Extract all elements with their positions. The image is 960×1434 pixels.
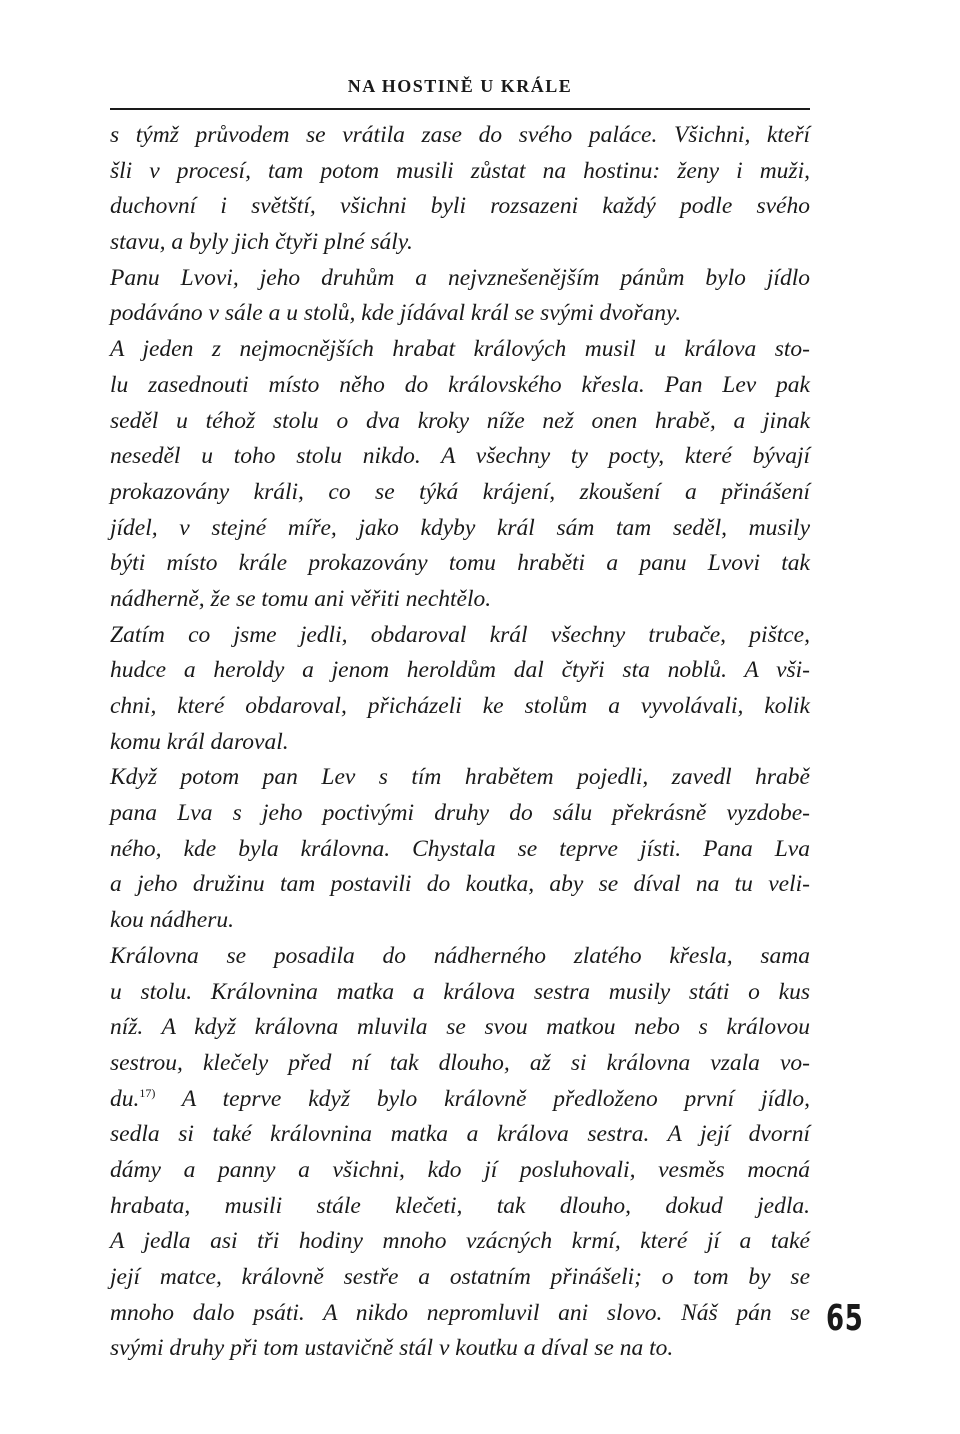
text-line: sedla si také královnina matka a králova sestra. A její dvorní	[110, 1121, 810, 1148]
text-line: Když potom pan Lev s tím hrabětem pojedli, zavedl hrabě	[110, 764, 810, 791]
text-line: A jedla asi tři hodiny mnoho vzácných krmí, které jí a také	[110, 1228, 810, 1255]
header-rule	[110, 108, 810, 110]
text-line: s týmž průvodem se vrátila zase do svého paláce. Všichni, kteří	[110, 122, 810, 148]
text-line: hudce a heroldy a jenom heroldům dal čtyři sta noblů. A vši-	[110, 657, 810, 684]
text-line: A jeden z nejmocnějších hrabat králových musil u králova sto-	[110, 336, 810, 363]
text-line: u stolu. Královnina matka a králova sestra musily státi o kus	[110, 978, 810, 1005]
text-line: jídel, v stejné míře, jako kdyby král sám tam seděl, musily	[110, 514, 810, 541]
text-line: býti místo krále prokazovány tomu hraběti a panu Lvovi tak	[110, 550, 810, 577]
page-number: 65	[826, 1298, 864, 1339]
text-line: mnoho dalo psáti. A nikdo nepromluvil ani slovo. Náš pán se	[110, 1299, 810, 1326]
text-line: sestrou, klečely před ní tak dlouho, až si královna vzala vo-	[110, 1049, 810, 1076]
text-line: hrabata, musili stále klečeti, tak dlouho, dokud jedla.	[110, 1192, 810, 1219]
text-line: komu král daroval.	[110, 728, 289, 755]
text-line: seděl u téhož stolu o dva kroky níže než onen hrabě, a jinak	[110, 407, 810, 434]
text-line-with-footnote	[110, 1082, 810, 1118]
text-line: svými druhy při tom ustavičně stál v koutku a díval se na to.	[110, 1335, 674, 1362]
text-line: nádherně, že se tomu ani věřiti nechtělo.	[110, 585, 492, 612]
footnote-reference: 17)	[139, 1085, 156, 1100]
text-fragment: du.	[110, 1085, 140, 1112]
text-line: její matce, královně sestře a ostatním přinášeli; o tom by se	[110, 1264, 810, 1290]
text-line: dámy a panny a všichni, kdo jí posluhovali, vesměs mocná	[110, 1156, 810, 1183]
body-text	[110, 118, 810, 1367]
text-line: prokazovány králi, co se týká krájení, zkoušení a přinášení	[110, 478, 810, 505]
text-line: podáváno v sále a u stolů, kde jídával král se svými dvořany.	[110, 300, 682, 327]
text-line: šli v procesí, tam potom musili zůstat na hostinu: ženy i muži,	[110, 157, 810, 184]
text-line: Panu Lvovi, jeho druhům a nejvznešenějším pánům bylo jídlo	[110, 264, 810, 291]
text-line: duchovní i světští, všichni byli rozsazeni každý podle svého	[110, 193, 810, 220]
running-title: NA HOSTINĚ U KRÁLE	[347, 76, 573, 96]
text-line: kou nádheru.	[110, 907, 235, 934]
text-line: stavu, a byly jich čtyři plné sály.	[110, 229, 413, 256]
text-line: neseděl u toho stolu nikdo. A všechny ty pocty, které bývají	[110, 443, 810, 470]
text-line: ného, kde byla královna. Chystala se teprve jísti. Pana Lva	[110, 835, 810, 862]
text-fragment: A teprve když bylo královně předloženo první jídlo,	[181, 1085, 810, 1112]
text-line: Zatím co jsme jedli, obdaroval král všechny trubače, pištce,	[110, 621, 810, 648]
text-line: níž. A když královna mluvila se svou matkou nebo s královou	[110, 1014, 810, 1041]
text-line: lu zasednouti místo něho do královského křesla. Pan Lev pak	[110, 371, 810, 398]
text-line: pana Lva s jeho poctivými druhy do sálu překrásně vyzdobe-	[110, 800, 810, 827]
text-line: chni, které obdaroval, přicházeli ke stolům a vyvolávali, kolik	[110, 693, 810, 719]
text-line: Královna se posadila do nádherného zlatého křesla, sama	[110, 942, 810, 969]
text-line: a jeho družinu tam postavili do koutka, aby se díval na tu veli-	[110, 871, 810, 898]
